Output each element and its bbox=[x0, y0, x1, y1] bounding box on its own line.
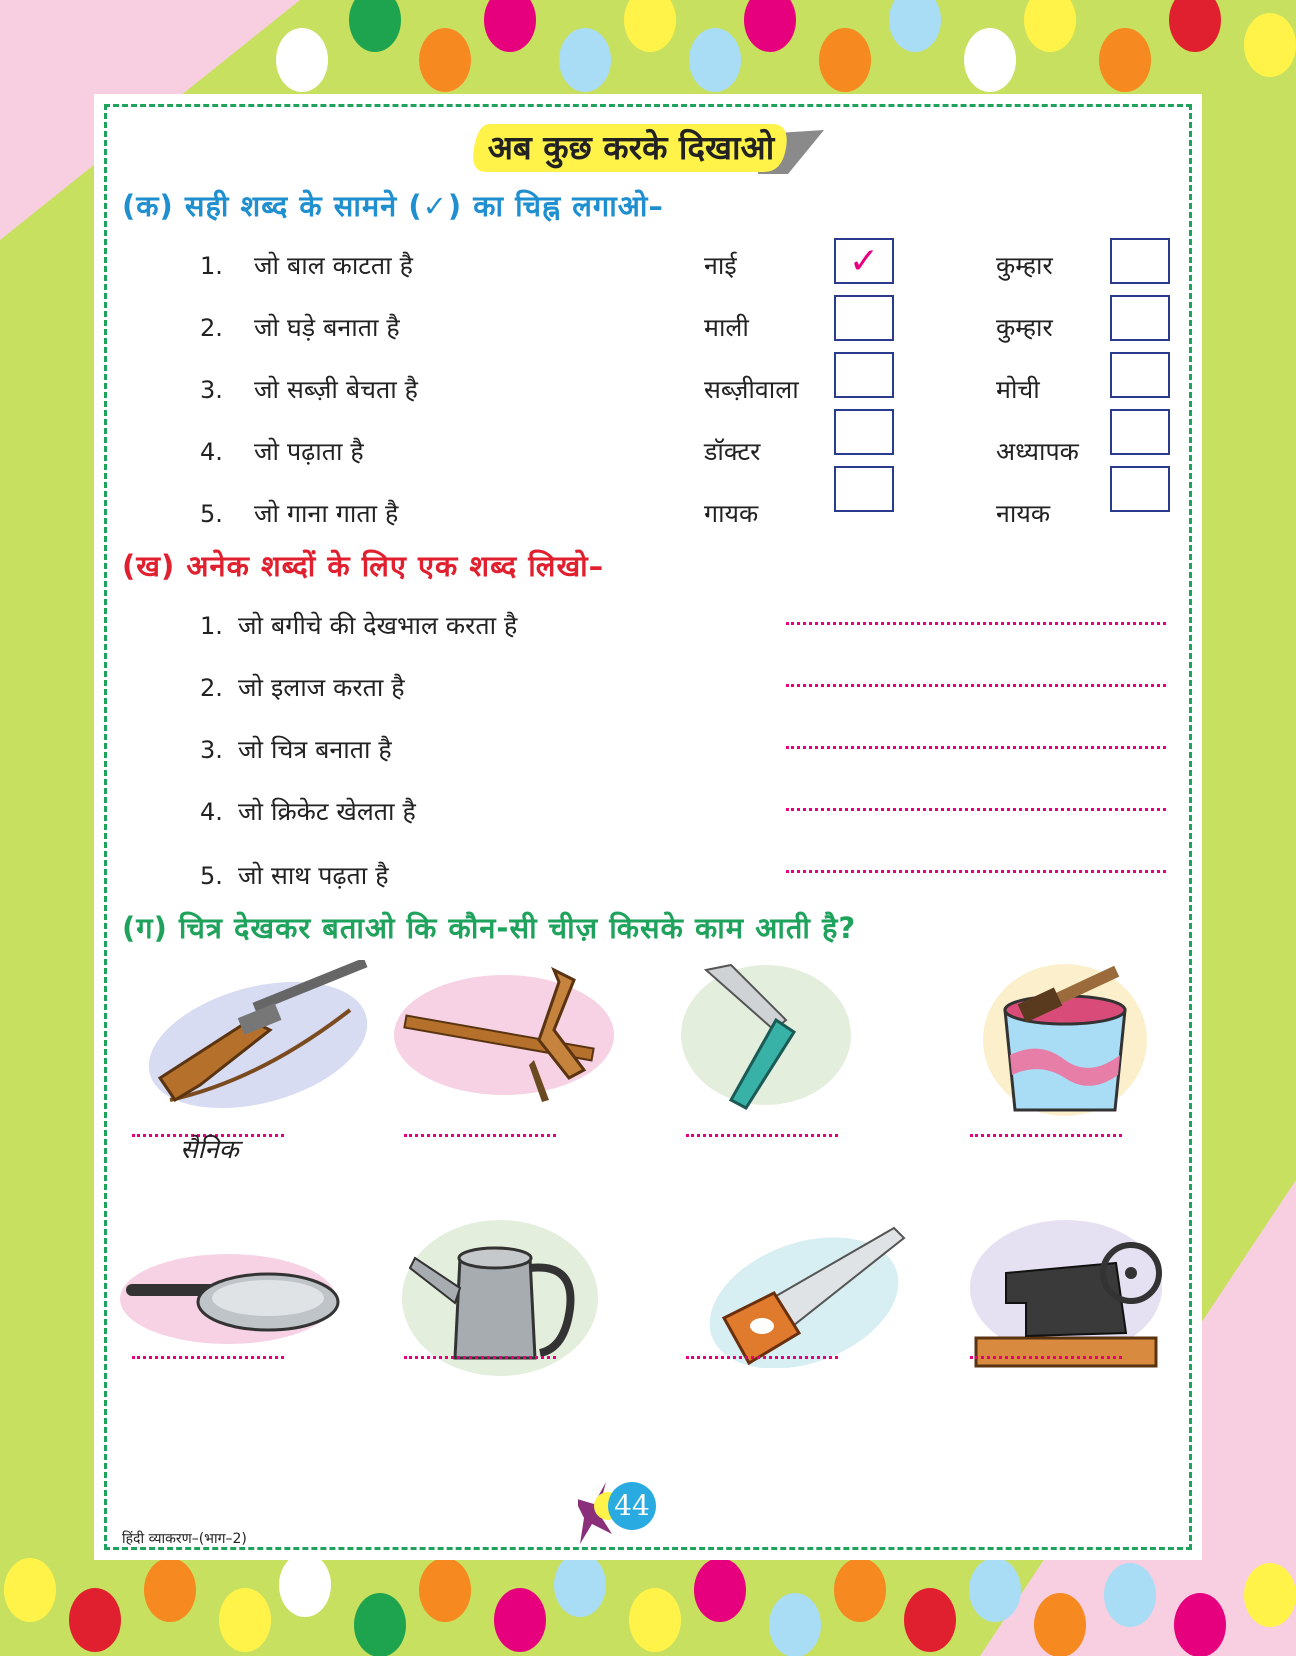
row-question: जो गाना गाता है bbox=[254, 499, 399, 528]
option-2-label: कुम्हार bbox=[996, 251, 1053, 280]
row-number: 1. bbox=[200, 252, 223, 280]
option-1-label: सब्ज़ीवाला bbox=[704, 375, 799, 404]
option-1-label: नाई bbox=[704, 251, 737, 280]
sewing-machine-icon bbox=[966, 1218, 1166, 1378]
answer-line[interactable] bbox=[786, 622, 1166, 625]
option-2-label: अध्यापक bbox=[996, 437, 1079, 466]
row-question: जो बगीचे की देखभाल करता है bbox=[238, 611, 518, 640]
sample-answer: सैनिक bbox=[180, 1135, 239, 1165]
answer-line[interactable] bbox=[786, 684, 1166, 687]
row-number: 1. bbox=[200, 612, 223, 640]
option-2-checkbox[interactable] bbox=[1110, 352, 1170, 398]
option-2-checkbox[interactable] bbox=[1110, 238, 1170, 284]
answer-line[interactable] bbox=[686, 1356, 838, 1359]
answer-line[interactable] bbox=[404, 1356, 556, 1359]
option-2-checkbox[interactable] bbox=[1110, 409, 1170, 455]
row-question: जो घड़े बनाता है bbox=[254, 313, 400, 342]
page-number-badge bbox=[578, 1482, 658, 1544]
row-question: जो इलाज करता है bbox=[238, 673, 405, 702]
row-number: 5. bbox=[200, 862, 223, 890]
row-number: 4. bbox=[200, 438, 223, 466]
option-2-label: मोची bbox=[996, 375, 1040, 404]
book-title: हिंदी व्याकरण–(भाग–2) bbox=[122, 1531, 247, 1547]
row-number: 5. bbox=[200, 500, 223, 528]
row-question: जो सब्ज़ी बेचता है bbox=[254, 375, 418, 404]
row-question: जो चित्र बनाता है bbox=[238, 735, 392, 764]
row-number: 2. bbox=[200, 314, 223, 342]
answer-line[interactable] bbox=[970, 1134, 1122, 1137]
frying-pan-icon bbox=[118, 1244, 348, 1354]
answer-line[interactable] bbox=[786, 870, 1166, 873]
option-1-label: डॉक्टर bbox=[704, 437, 761, 466]
option-2-checkbox[interactable] bbox=[1110, 295, 1170, 341]
title-banner bbox=[472, 120, 832, 176]
row-number: 3. bbox=[200, 736, 223, 764]
option-1-checkbox[interactable] bbox=[834, 409, 894, 455]
row-number: 2. bbox=[200, 674, 223, 702]
razor-icon bbox=[676, 960, 856, 1110]
answer-line[interactable] bbox=[786, 746, 1166, 749]
section-b-heading: (ख) अनेक शब्दों के लिए एक शब्द लिखो– bbox=[122, 549, 605, 583]
row-question: जो क्रिकेट खेलता है bbox=[238, 797, 416, 826]
option-1-label: गायक bbox=[704, 499, 759, 528]
paint-bucket-icon bbox=[980, 960, 1150, 1120]
option-2-label: कुम्हार bbox=[996, 313, 1053, 342]
section-c-heading: (ग) चित्र देखकर बताओ कि कौन-सी चीज़ किसके काम आती है? bbox=[122, 911, 857, 945]
answer-line[interactable] bbox=[686, 1134, 838, 1137]
option-2-label: नायक bbox=[996, 499, 1051, 528]
worksheet-page bbox=[94, 94, 1202, 1560]
option-1-label: माली bbox=[704, 313, 749, 342]
section-a-heading: (क) सही शब्द के सामने (✓) का चिह्न लगाओ– bbox=[122, 189, 664, 223]
answer-line[interactable] bbox=[786, 808, 1166, 811]
row-number: 3. bbox=[200, 376, 223, 404]
row-question: जो बाल काटता है bbox=[254, 251, 413, 280]
answer-line[interactable] bbox=[404, 1134, 556, 1137]
option-1-checkbox[interactable] bbox=[834, 466, 894, 512]
gun-icon bbox=[140, 960, 376, 1110]
option-1-checkbox[interactable]: ✓ bbox=[834, 238, 894, 284]
row-number: 4. bbox=[200, 798, 223, 826]
page-title: अब कुछ करके दिखाओ bbox=[487, 128, 775, 167]
pickaxe-icon bbox=[384, 960, 620, 1110]
option-1-checkbox[interactable] bbox=[834, 352, 894, 398]
option-2-checkbox[interactable] bbox=[1110, 466, 1170, 512]
option-1-checkbox[interactable] bbox=[834, 295, 894, 341]
answer-line[interactable] bbox=[132, 1356, 284, 1359]
page-number: 44 bbox=[608, 1482, 656, 1530]
watering-can-icon bbox=[400, 1218, 600, 1378]
row-question: जो पढ़ाता है bbox=[254, 437, 364, 466]
saw-icon bbox=[704, 1218, 910, 1368]
row-question: जो साथ पढ़ता है bbox=[238, 861, 389, 890]
answer-line[interactable] bbox=[970, 1356, 1122, 1359]
